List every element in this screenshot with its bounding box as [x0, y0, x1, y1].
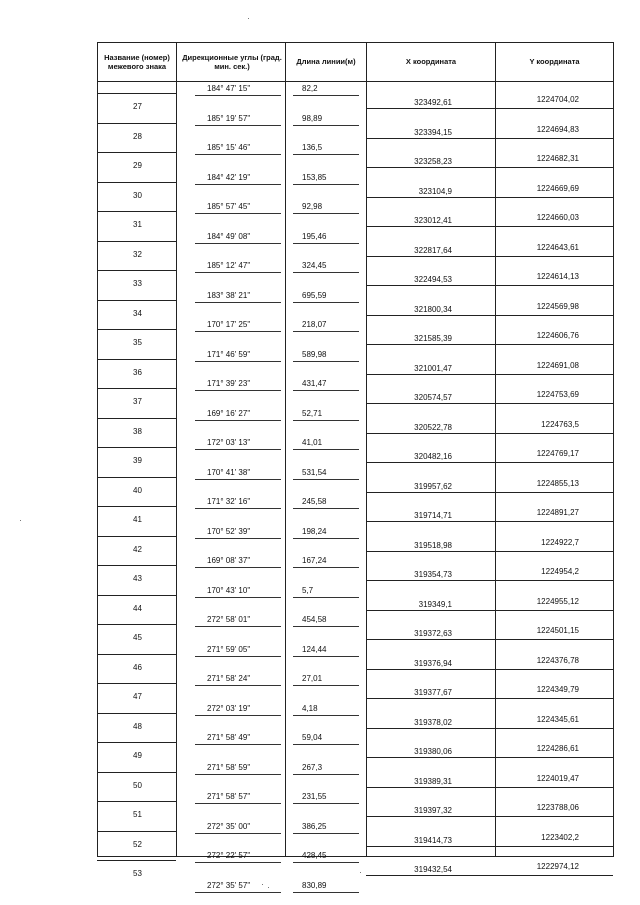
point-number: 38 [133, 426, 142, 436]
coordinate-row-rule [366, 344, 613, 345]
angle-underline [195, 803, 281, 804]
point-row-rule [97, 860, 176, 861]
directional-angle-value: 185° 19' 57" [207, 113, 251, 123]
length-underline [293, 803, 359, 804]
line-length-value: 431,47 [302, 379, 327, 388]
angle-underline [195, 538, 281, 539]
angle-underline [195, 449, 281, 450]
directional-angle-value: 169° 16' 27" [207, 408, 251, 418]
angle-underline [195, 862, 281, 863]
x-coordinate-value: 319376,94 [414, 658, 452, 668]
directional-angle-value: 184° 42' 19" [207, 172, 251, 182]
directional-angle-value: 271° 58' 49" [207, 733, 251, 742]
point-row-rule [97, 270, 176, 271]
y-coordinate-value: 1224694,83 [536, 124, 579, 134]
line-length-value: 82,2 [302, 84, 318, 93]
coordinate-row-rule [366, 669, 613, 670]
point-row-rule [97, 506, 176, 507]
length-underline [293, 892, 359, 893]
line-length-value: 98,89 [302, 113, 323, 123]
coordinate-row-rule [366, 256, 613, 257]
y-coordinate-value: 1224769,17 [536, 449, 579, 458]
directional-angle-value: 271° 59' 05" [207, 644, 251, 654]
angle-underline [195, 833, 281, 834]
angle-underline [195, 125, 281, 126]
directional-angle-value: 272° 58' 01" [207, 615, 251, 624]
point-row-rule [97, 388, 176, 389]
coordinate-row-rule [366, 138, 613, 139]
scan-speck [20, 520, 21, 521]
line-length-value: 231,55 [302, 792, 327, 801]
directional-angle-value: 170° 52' 39" [207, 526, 251, 536]
length-underline [293, 95, 359, 96]
scan-speck [248, 18, 249, 19]
y-coordinate-value: 1224682,31 [536, 154, 579, 163]
point-row-rule [97, 300, 176, 301]
x-coordinate-value: 319349,1 [418, 599, 452, 609]
y-coordinate-value: 1224753,69 [536, 390, 579, 399]
point-number: 47 [133, 692, 142, 701]
x-coordinate-value: 323492,61 [414, 98, 452, 107]
length-underline [293, 125, 359, 126]
x-coordinate-value: 321800,34 [414, 304, 452, 314]
angle-underline [195, 95, 281, 96]
coordinate-row-rule [366, 108, 613, 109]
directional-angle-value: 185° 15' 46" [207, 143, 251, 152]
directional-angle-value: 271° 58' 24" [207, 674, 251, 683]
directional-angle-value: 185° 57' 45" [207, 202, 251, 211]
length-underline [293, 538, 359, 539]
line-length-value: 5,7 [302, 585, 314, 595]
line-length-value: 124,44 [302, 644, 327, 654]
coordinate-row-rule [366, 403, 613, 404]
y-coordinate-value: 1224569,98 [536, 301, 579, 311]
y-coordinate-value: 1224763,5 [541, 419, 579, 429]
x-coordinate-value: 323104,9 [418, 186, 452, 196]
x-coordinate-value: 319397,32 [414, 806, 452, 815]
y-coordinate-value: 1224704,02 [536, 95, 579, 104]
header-point-name: Название (номер) межевого знака [104, 52, 170, 71]
x-coordinate-value: 323012,41 [414, 216, 452, 225]
angle-underline [195, 390, 281, 391]
directional-angle-value: 183° 38' 21" [207, 290, 251, 300]
line-length-value: 267,3 [302, 762, 323, 772]
coordinate-row-rule [366, 728, 613, 729]
point-number: 53 [133, 869, 142, 878]
point-number: 44 [133, 603, 142, 613]
x-coordinate-value: 320574,57 [414, 393, 452, 402]
directional-angle-value: 170° 41' 38" [207, 467, 251, 477]
y-coordinate-value: 1224691,08 [536, 360, 579, 370]
point-number: 32 [133, 249, 142, 259]
column-rule [285, 42, 286, 857]
scan-speck [268, 887, 269, 888]
y-coordinate-value: 1224669,69 [536, 183, 579, 193]
coordinate-row-rule [366, 462, 613, 463]
header-directional-angles: Дирекционные углы (град. мин. сек.) [182, 52, 282, 71]
point-row-rule [97, 447, 176, 448]
point-row-rule [97, 565, 176, 566]
line-length-value: 92,98 [302, 202, 323, 211]
point-number: 28 [133, 131, 142, 141]
coordinate-row-rule [366, 167, 613, 168]
length-underline [293, 361, 359, 362]
point-number: 35 [133, 338, 142, 347]
directional-angle-value: 170° 43' 10" [207, 585, 251, 595]
line-length-value: 153,85 [302, 172, 327, 182]
point-number: 41 [133, 515, 142, 524]
point-number: 34 [133, 308, 142, 318]
x-coordinate-value: 321585,39 [414, 334, 452, 343]
coordinate-row-rule [366, 816, 613, 817]
angle-underline [195, 774, 281, 775]
directional-angle-value: 172° 03' 13" [207, 438, 251, 447]
point-number: 42 [133, 544, 142, 554]
directional-angle-value: 169° 08' 37" [207, 556, 251, 565]
y-coordinate-value: 1224614,13 [536, 272, 579, 281]
length-underline [293, 685, 359, 686]
line-length-value: 454,58 [302, 615, 327, 624]
point-row-rule [97, 683, 176, 684]
line-length-value: 198,24 [302, 526, 327, 536]
x-coordinate-value: 321001,47 [414, 363, 452, 373]
angle-underline [195, 479, 281, 480]
header-y-coordinate: Y координата [529, 57, 580, 67]
point-row-rule [97, 182, 176, 183]
length-underline [293, 597, 359, 598]
x-coordinate-value: 323394,15 [414, 127, 452, 137]
header-x-coordinate: X координата [405, 57, 457, 67]
point-row-rule [97, 654, 176, 655]
column-rule [176, 42, 177, 857]
point-row-rule [97, 477, 176, 478]
y-coordinate-value: 1224501,15 [536, 626, 579, 635]
x-coordinate-value: 319380,06 [414, 747, 452, 756]
angle-underline [195, 154, 281, 155]
length-underline [293, 567, 359, 568]
x-coordinate-value: 319389,31 [414, 776, 452, 786]
point-row-rule [97, 595, 176, 596]
line-length-value: 386,25 [302, 821, 327, 831]
x-coordinate-value: 319377,67 [414, 688, 452, 697]
coordinate-row-rule [366, 285, 613, 286]
point-row-rule [97, 93, 176, 94]
header-bottom-rule [97, 81, 613, 82]
point-number: 49 [133, 751, 142, 760]
column-rule [613, 42, 614, 857]
directional-angle-value: 170° 17' 25" [207, 320, 251, 329]
length-underline [293, 656, 359, 657]
x-coordinate-value: 320482,16 [414, 452, 452, 461]
angle-underline [195, 656, 281, 657]
y-coordinate-value: 1224660,03 [536, 213, 579, 222]
length-underline [293, 479, 359, 480]
y-coordinate-value: 1224345,61 [536, 714, 579, 724]
line-length-value: 695,59 [302, 290, 327, 300]
x-coordinate-value: 319414,73 [414, 835, 452, 845]
angle-underline [195, 420, 281, 421]
directional-angle-value: 184° 47' 15" [207, 84, 251, 93]
y-coordinate-value: 1224955,12 [536, 596, 579, 606]
y-coordinate-value: 1223788,06 [536, 803, 579, 812]
coordinate-row-rule [366, 197, 613, 198]
y-coordinate-value: 1224349,79 [536, 685, 579, 694]
y-coordinate-value: 1224643,61 [536, 242, 579, 252]
angle-underline [195, 272, 281, 273]
angle-underline [195, 626, 281, 627]
line-length-value: 245,58 [302, 497, 327, 506]
coordinate-row-rule [366, 551, 613, 552]
line-length-value: 4,18 [302, 703, 318, 713]
point-row-rule [97, 418, 176, 419]
length-underline [293, 184, 359, 185]
angle-underline [195, 184, 281, 185]
point-number: 50 [133, 780, 142, 790]
length-underline [293, 833, 359, 834]
point-number: 51 [133, 810, 142, 819]
length-underline [293, 331, 359, 332]
length-underline [293, 626, 359, 627]
length-underline [293, 715, 359, 716]
x-coordinate-value: 319372,63 [414, 629, 452, 638]
coordinate-row-rule [366, 580, 613, 581]
point-row-rule [97, 713, 176, 714]
point-number: 40 [133, 485, 142, 495]
line-length-value: 52,71 [302, 408, 323, 418]
point-number: 31 [133, 220, 142, 229]
point-number: 46 [133, 662, 142, 672]
point-row-rule [97, 772, 176, 773]
point-number: 30 [133, 190, 142, 200]
column-rule [366, 42, 367, 857]
x-coordinate-value: 319378,02 [414, 717, 452, 727]
coordinate-row-rule [366, 698, 613, 699]
coordinate-row-rule [366, 521, 613, 522]
directional-angle-value: 272° 22' 57" [207, 851, 251, 860]
y-coordinate-value: 1222974,12 [536, 862, 579, 871]
x-coordinate-value: 319714,71 [414, 511, 452, 520]
length-underline [293, 508, 359, 509]
length-underline [293, 774, 359, 775]
point-row-rule [97, 359, 176, 360]
angle-underline [195, 744, 281, 745]
coordinate-row-rule [366, 639, 613, 640]
y-coordinate-value: 1224954,2 [541, 567, 579, 576]
column-rule [97, 42, 98, 857]
y-coordinate-value: 1224922,7 [541, 537, 579, 547]
table-bottom-rule [97, 856, 613, 857]
x-coordinate-value: 319354,73 [414, 570, 452, 579]
angle-underline [195, 567, 281, 568]
y-coordinate-value: 1224891,27 [536, 508, 579, 517]
line-length-value: 41,01 [302, 438, 323, 447]
coordinate-row-rule [366, 787, 613, 788]
y-coordinate-value: 1224019,47 [536, 773, 579, 783]
line-length-value: 428,45 [302, 851, 327, 860]
x-coordinate-value: 320522,78 [414, 422, 452, 432]
line-length-value: 324,45 [302, 261, 327, 270]
length-underline [293, 449, 359, 450]
coordinate-row-rule [366, 875, 613, 876]
point-number: 48 [133, 721, 142, 731]
length-underline [293, 302, 359, 303]
length-underline [293, 154, 359, 155]
point-row-rule [97, 241, 176, 242]
angle-underline [195, 361, 281, 362]
directional-angle-value: 272° 03' 19" [207, 703, 251, 713]
line-length-value: 589,98 [302, 349, 327, 359]
coordinate-row-rule [366, 226, 613, 227]
point-row-rule [97, 329, 176, 330]
point-number: 43 [133, 574, 142, 583]
angle-underline [195, 213, 281, 214]
directional-angle-value: 171° 32' 16" [207, 497, 251, 506]
line-length-value: 167,24 [302, 556, 327, 565]
x-coordinate-value: 323258,23 [414, 157, 452, 166]
length-underline [293, 272, 359, 273]
line-length-value: 830,89 [302, 880, 327, 890]
point-row-rule [97, 831, 176, 832]
angle-underline [195, 715, 281, 716]
x-coordinate-value: 322817,64 [414, 245, 452, 255]
scan-speck [262, 884, 263, 885]
point-number: 45 [133, 633, 142, 642]
x-coordinate-value: 319518,98 [414, 540, 452, 550]
line-length-value: 531,54 [302, 467, 327, 477]
length-underline [293, 243, 359, 244]
point-row-rule [97, 152, 176, 153]
directional-angle-value: 184° 49' 08" [207, 231, 251, 241]
line-length-value: 59,04 [302, 733, 323, 742]
angle-underline [195, 243, 281, 244]
line-length-value: 195,46 [302, 231, 327, 241]
point-row-rule [97, 123, 176, 124]
length-underline [293, 420, 359, 421]
angle-underline [195, 597, 281, 598]
y-coordinate-value: 1224855,13 [536, 478, 579, 488]
coordinate-row-rule [366, 315, 613, 316]
coordinate-row-rule [366, 610, 613, 611]
header-line-length: Длина линии(м) [296, 57, 356, 67]
point-number: 37 [133, 397, 142, 406]
line-length-value: 27,01 [302, 674, 323, 683]
length-underline [293, 862, 359, 863]
y-coordinate-value: 1224606,76 [536, 331, 579, 340]
point-row-rule [97, 536, 176, 537]
point-number: 39 [133, 456, 142, 465]
x-coordinate-value: 319957,62 [414, 481, 452, 491]
directional-angle-value: 272° 35' 00" [207, 821, 251, 831]
point-number: 29 [133, 161, 142, 170]
column-rule [495, 42, 496, 857]
directional-angle-value: 272° 35' 57" [207, 880, 251, 890]
table-top-rule [97, 42, 613, 43]
y-coordinate-value: 1223402,2 [541, 832, 579, 842]
coordinate-row-rule [366, 492, 613, 493]
angle-underline [195, 331, 281, 332]
coordinate-row-rule [366, 757, 613, 758]
directional-angle-value: 185° 12' 47" [207, 261, 251, 270]
y-coordinate-value: 1224376,78 [536, 655, 579, 665]
coordinate-row-rule [366, 433, 613, 434]
length-underline [293, 744, 359, 745]
point-row-rule [97, 211, 176, 212]
point-number: 33 [133, 279, 142, 288]
angle-underline [195, 508, 281, 509]
angle-underline [195, 892, 281, 893]
coordinate-row-rule [366, 374, 613, 375]
directional-angle-value: 271° 58' 57" [207, 792, 251, 801]
x-coordinate-value: 319432,54 [414, 865, 452, 874]
angle-underline [195, 685, 281, 686]
point-number: 27 [133, 102, 142, 111]
x-coordinate-value: 322494,53 [414, 275, 452, 284]
line-length-value: 136,5 [302, 143, 323, 152]
line-length-value: 218,07 [302, 320, 327, 329]
boundary-coordinates-table [97, 42, 613, 890]
point-row-rule [97, 624, 176, 625]
directional-angle-value: 171° 39' 23" [207, 379, 251, 388]
y-coordinate-value: 1224286,61 [536, 744, 579, 753]
point-number: 52 [133, 839, 142, 849]
coordinate-row-rule [366, 846, 613, 847]
point-row-rule [97, 801, 176, 802]
scan-speck [360, 872, 361, 873]
length-underline [293, 390, 359, 391]
directional-angle-value: 271° 58' 59" [207, 762, 251, 772]
point-row-rule [97, 742, 176, 743]
length-underline [293, 213, 359, 214]
angle-underline [195, 302, 281, 303]
point-number: 36 [133, 367, 142, 377]
directional-angle-value: 171° 46' 59" [207, 349, 251, 359]
